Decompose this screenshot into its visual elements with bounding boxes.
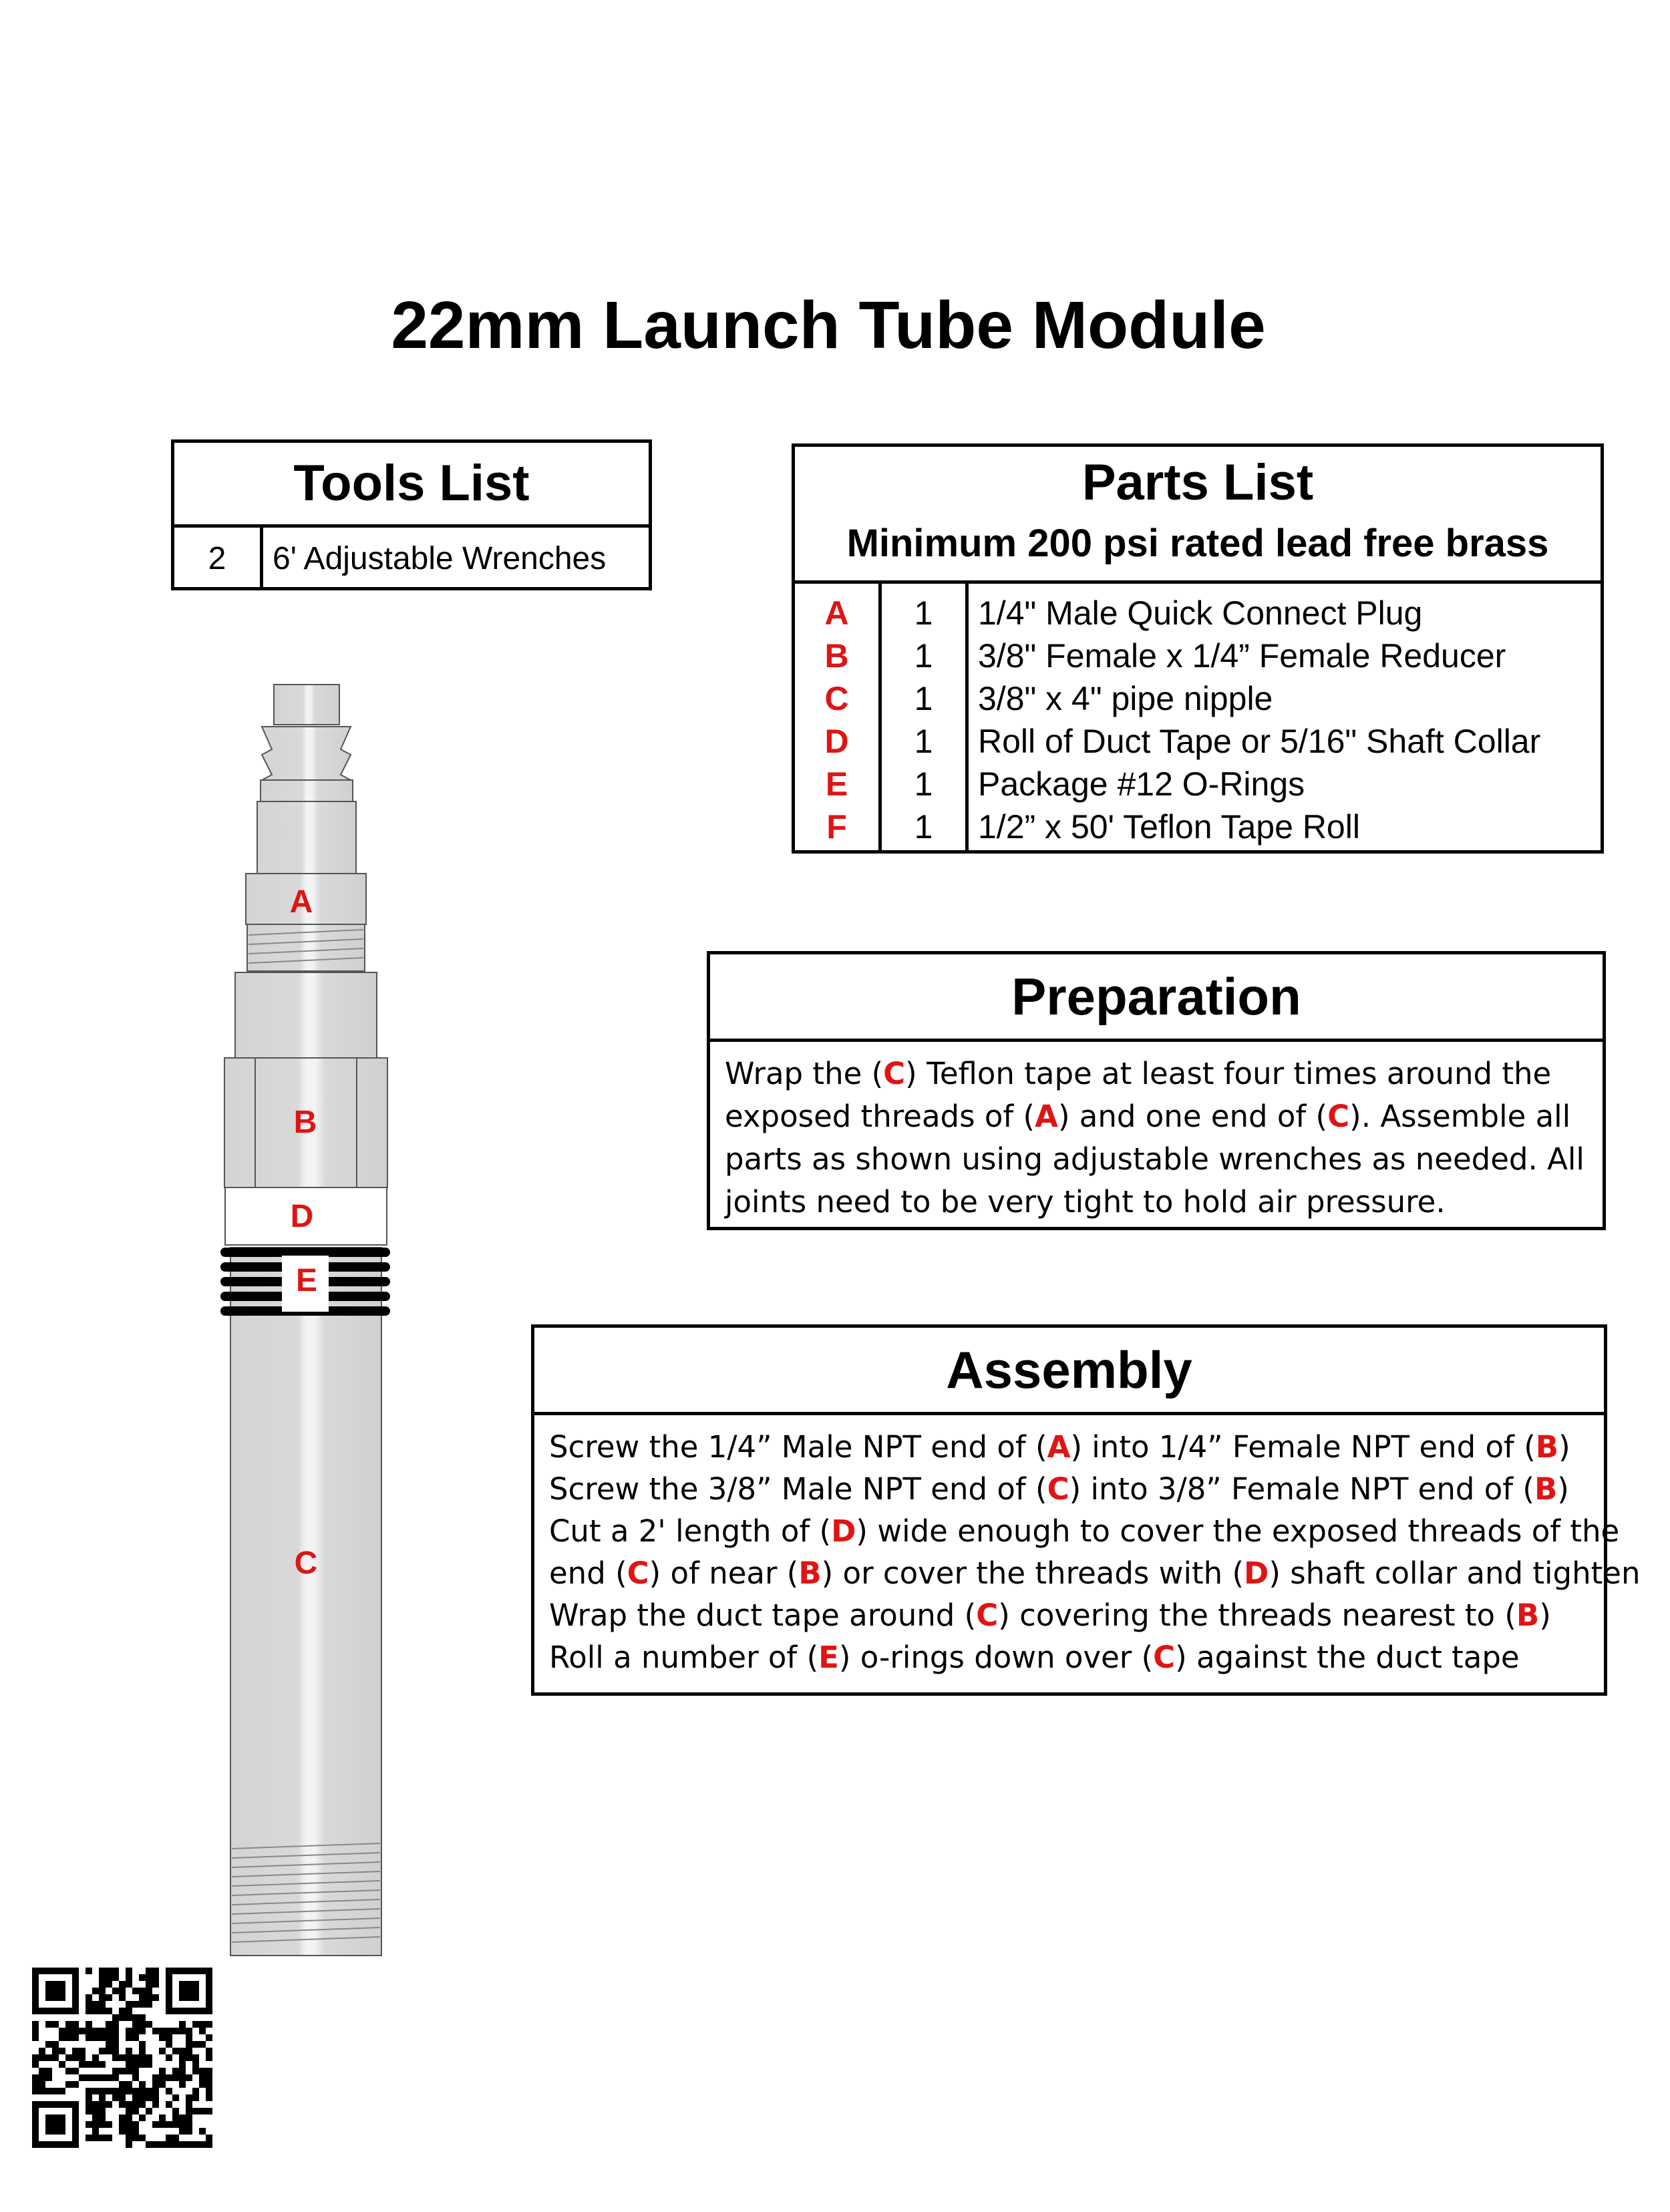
diagram-label-d: D (290, 1199, 314, 1234)
part-id: E (825, 765, 848, 803)
part-reference: B (798, 1555, 822, 1591)
part-desc: 1/2” x 50' Teflon Tape Roll (978, 808, 1360, 846)
parts-list-header: Parts List (1081, 454, 1314, 511)
assembly-header: Assembly (534, 1328, 1604, 1415)
parts-list-body (795, 584, 1601, 851)
text-line: Cut a 2' length of (D) wide enough to cover the exposed threads of the (549, 1513, 1620, 1549)
part-qty: 1 (914, 594, 933, 632)
text-line: parts as shown using adjustable wrenches as needed. All (725, 1141, 1584, 1177)
part-qty: 1 (914, 765, 933, 803)
part-id: F (826, 808, 847, 846)
text-line: Wrap the duct tape around (C) covering the threads nearest to (B) (549, 1598, 1551, 1633)
quick-connect-plug-drawing (246, 685, 366, 971)
assembly-box (531, 1324, 1641, 1696)
part-reference: A (1047, 1429, 1071, 1465)
part-reference: D (831, 1513, 856, 1549)
tool-desc: 6' Adjustable Wrenches (273, 541, 607, 576)
part-reference: E (818, 1640, 839, 1675)
part-desc: 1/4" Male Quick Connect Plug (978, 594, 1423, 632)
preparation-box (707, 951, 1606, 1230)
text-line: Wrap the (C) Teflon tape at least four times around the (725, 1056, 1552, 1091)
part-desc-column (969, 584, 1601, 851)
part-reference: A (1035, 1099, 1058, 1134)
part-reference: C (1047, 1471, 1069, 1507)
diagram-label-c: C (294, 1545, 318, 1581)
tools-list-header: Tools List (174, 443, 649, 528)
assembly-text (534, 1415, 1641, 1678)
part-desc: Package #12 O-Rings (978, 765, 1305, 803)
text-line: Screw the 3/8” Male NPT end of (C) into 3/8” Female NPT end of (B) (549, 1471, 1569, 1507)
qr-code-icon (32, 1968, 212, 2148)
text-line: Roll a number of (E) o-rings down over (C) against the duct tape (549, 1640, 1520, 1675)
diagram-label-e: E (295, 1263, 317, 1298)
table-row (174, 528, 649, 590)
part-reference: B (1516, 1598, 1540, 1633)
text-line: joints need to be very tight to hold air pressure. (725, 1184, 1446, 1220)
preparation-header: Preparation (710, 954, 1603, 1042)
part-qty: 1 (914, 808, 933, 846)
text-line: Screw the 1/4” Male NPT end of (A) into 1/4” Female NPT end of (B) (549, 1429, 1570, 1465)
part-id-column (795, 584, 882, 851)
part-desc: Roll of Duct Tape or 5/16" Shaft Collar (978, 723, 1541, 760)
page-title: 22mm Launch Tube Module (391, 288, 1266, 363)
part-qty-column (882, 584, 969, 851)
parts-list-subheader: Minimum 200 psi rated lead free brass (795, 514, 1601, 584)
tool-qty: 2 (174, 528, 263, 590)
part-reference: C (627, 1555, 649, 1591)
pipe-nipple-drawing (230, 1248, 381, 1956)
part-reference: B (1534, 1471, 1558, 1507)
part-reference: C (976, 1598, 999, 1633)
text-line: end (C) of near (B) or cover the threads with (D) shaft collar and tighten (549, 1555, 1641, 1591)
launch-tube-diagram (200, 668, 414, 1977)
part-id: D (824, 723, 849, 760)
tools-list-table (171, 439, 652, 590)
part-qty: 1 (914, 637, 933, 675)
part-reference: D (1244, 1555, 1269, 1591)
part-qty: 1 (914, 723, 933, 760)
part-qty: 1 (914, 680, 933, 717)
part-desc: 3/8" Female x 1/4” Female Reducer (978, 637, 1506, 675)
diagram-label-a: A (289, 884, 313, 920)
part-id: A (824, 594, 849, 632)
part-reference: C (883, 1056, 906, 1091)
part-reference: B (1535, 1429, 1559, 1465)
part-reference: C (1327, 1099, 1350, 1134)
text-line: exposed threads of (A) and one end of (C). Assemble all (725, 1099, 1571, 1134)
parts-list-table (792, 443, 1604, 854)
preparation-text (710, 1042, 1603, 1224)
part-desc: 3/8" x 4" pipe nipple (978, 680, 1273, 717)
diagram-label-b: B (293, 1105, 317, 1140)
part-reference: C (1153, 1640, 1176, 1675)
part-id: B (824, 637, 849, 675)
reducer-drawing (224, 972, 387, 1187)
part-id: C (824, 680, 849, 717)
